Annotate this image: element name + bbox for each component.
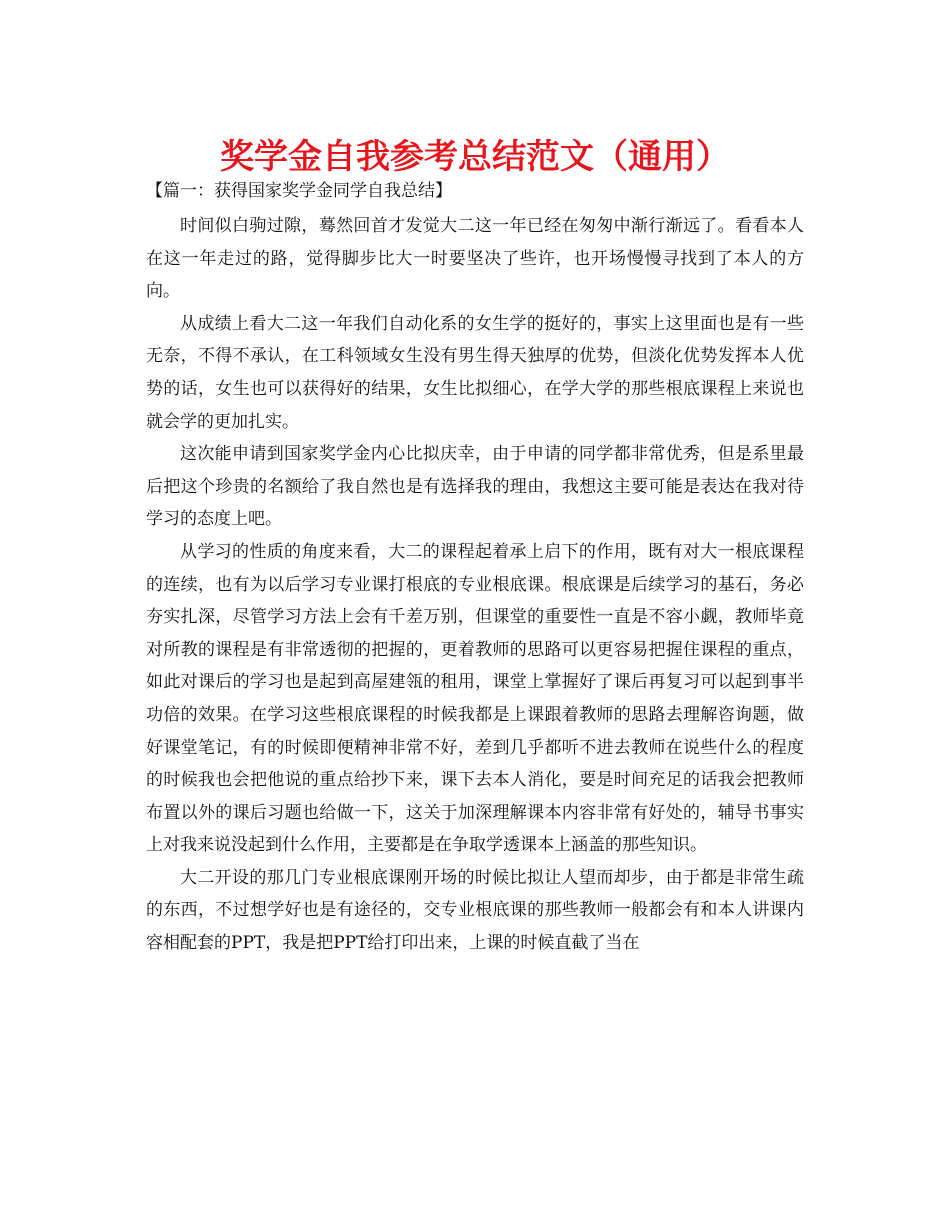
document-title: 奖学金自我参考总结范文（通用）	[220, 137, 730, 177]
section-heading: 【篇一：获得国家奖学金同学自我总结】	[146, 181, 452, 201]
document-body	[146, 210, 804, 960]
paragraph: 大二开设的那几门专业根底课刚开场的时候比拟让人望而却步，由于都是非常生疏的东西，不过想学好也是有途径的，交专业根底课的那些教师一般都会有和本人讲课内容相配套的PPT，我是把PPT给打印出来，上课的时候直截了当在	[146, 867, 804, 954]
paragraph: 从学习的性质的角度来看，大二的课程起着承上启下的作用，既有对大一根底课程的连续，也有为以后学习专业课打根底的专业根底课。根底课是后续学习的基石，务必夯实扎深，尽管学习方法上会有千差万别，但课堂的重要性一直是不容小觑，教师毕竟对所教的课程是有非常透彻的把握的，更着教师的思路可以更容易把握住课程的重点，如此对课后的学习也是起到高屋建瓴的租用，课堂上掌握好了课后再复习可以起到事半功倍的效果。在学习这些根底课程的时候我都是上课跟着教师的思路去理解咨询题，做好课堂笔记，有的时候即便精神非常不好，差到几乎都听不进去教师在说些什么的程度的时候我也会把他说的重点给抄下来，课下去本人消化，要是时间充足的话我会把教师布置以外的课后习题也给做一下，这关于加深理解课本内容非常有好处的，辅导书事实上对我来说没起到什么作用，主要都是在争取学透课本上涵盖的那些知识。	[146, 541, 804, 856]
paragraph: 从成绩上看大二这一年我们自动化系的女生学的挺好的，事实上这里面也是有一些无奈，不得不承认，在工科领域女生没有男生得天独厚的优势，但淡化优势发挥本人优势的话，女生也可以获得好的结果，女生比拟细心，在学大学的那些根底课程上来说也就会学的更加扎实。	[146, 313, 804, 432]
paragraph: 这次能申请到国家奖学金内心比拟庆幸，由于申请的同学都非常优秀，但是系里最后把这个珍贵的名额给了我自然也是有选择我的理由，我想这主要可能是表达在我对待学习的态度上吧。	[146, 444, 804, 530]
paragraph: 时间似白驹过隙，蓦然回首才发觉大二这一年已经在匆匆中渐行渐远了。看看本人在这一年走过的路，觉得脚步比大一时要坚决了些许，也开场慢慢寻找到了本人的方向。	[146, 216, 804, 302]
